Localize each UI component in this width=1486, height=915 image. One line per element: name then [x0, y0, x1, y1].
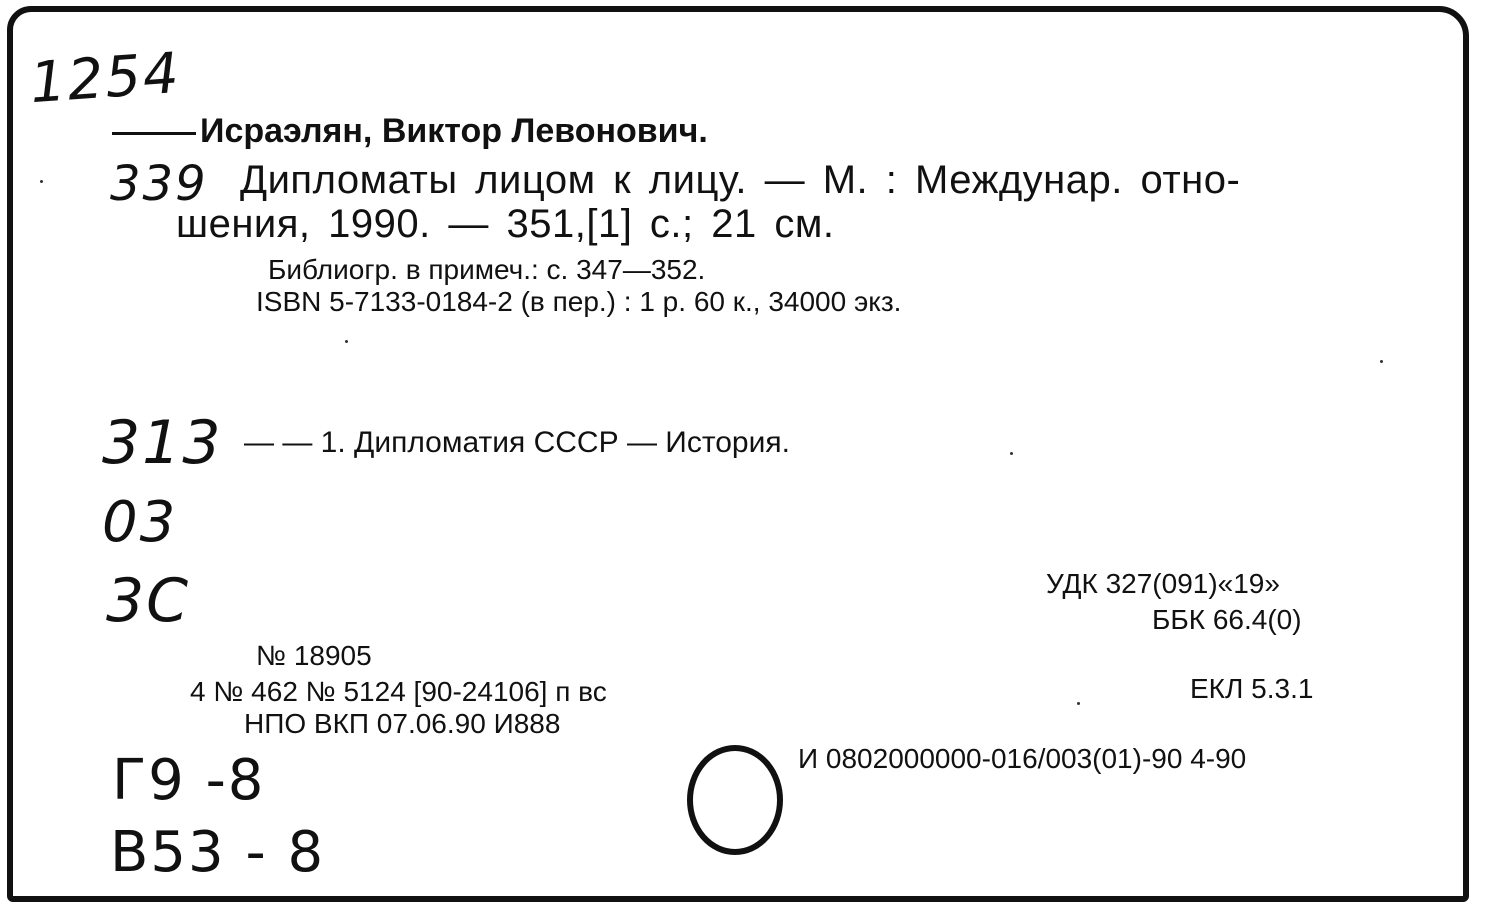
dust-speck [1077, 702, 1080, 705]
index-code: И 0802000000-016/003(01)-90 4-90 [798, 743, 1247, 774]
bbk-code: ББК 66.4(0) [1152, 604, 1302, 635]
isbn-line: ISBN 5-7133-0184-2 (в пер.) : 1 р. 60 к., 34000 экз. [256, 286, 902, 317]
handwritten-code-3: 3C [106, 566, 191, 636]
author-heading [112, 112, 708, 151]
author-heading-text: Исраэлян, Виктор Левонович. [200, 112, 708, 150]
order-number: № 18905 [256, 640, 372, 671]
handwritten-bottom-code-2: В53 - 8 [110, 820, 326, 885]
inventory-number-handwritten: 1254 [27, 40, 183, 117]
dust-speck [40, 180, 43, 183]
subject-entry: — — 1. Дипломатия СССР — История. [244, 426, 790, 459]
publisher-line: НПО ВКП 07.06.90 И888 [244, 708, 561, 739]
dust-speck [1380, 360, 1383, 363]
title-line-1: Дипломаты лицом к лицу. — М. : Междунар. отно- [240, 158, 1241, 202]
udk-code: УДК 327(091)«19» [1046, 568, 1280, 599]
print-line: 4 № 462 № 5124 [90-24106] п вс [190, 676, 607, 707]
shelf-mark-handwritten: 339 [110, 156, 208, 212]
bibliography-note: Библиогр. в примеч.: с. 347—352. [268, 254, 706, 285]
punch-hole-circle-icon [680, 738, 790, 858]
title-line-2: шения, 1990. — 351,[1] с.; 21 см. [176, 202, 835, 246]
ekl-code: ЕКЛ 5.3.1 [1190, 673, 1314, 704]
handwritten-code-2: 03 [102, 490, 178, 555]
handwritten-bottom-code-1: Г9 -8 [112, 748, 266, 813]
dust-speck [1010, 452, 1013, 455]
heading-dash [112, 132, 196, 135]
handwritten-code-1: 313 [102, 408, 223, 478]
dust-speck [345, 340, 348, 343]
